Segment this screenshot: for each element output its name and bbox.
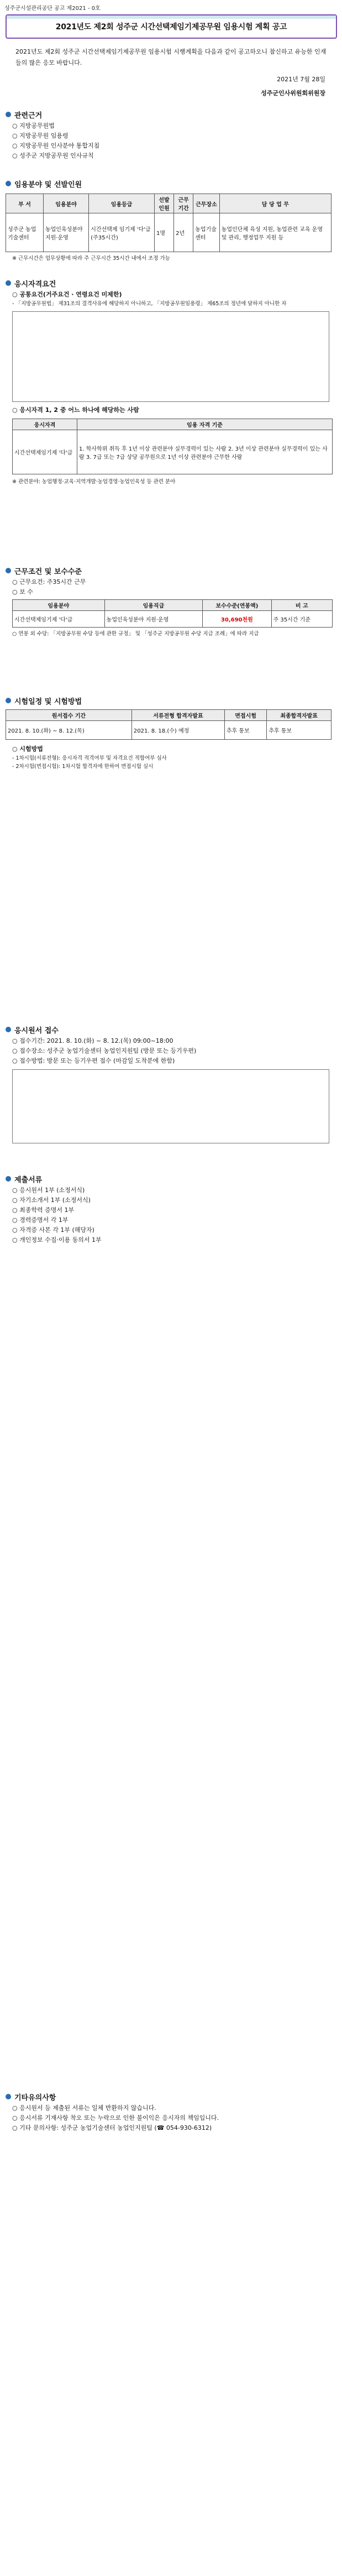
table-cell: 1명 — [154, 213, 173, 252]
conditions-note: ○ 연봉 외 수당: 「지방공무원 수당 등에 관한 규정」 및 「성주군 지방공무원 수당 지급 조례」에 따라 지급 — [12, 631, 259, 637]
qual-related-note: ※ 관련분야: 농업행정·교육·지역개발·농업경영·농업인육성 등 관련 분야 — [12, 479, 176, 485]
application-line: ○ 접수기간: 2021. 8. 10.(화) ~ 8. 12.(목) 09:00~18:00 — [12, 1037, 173, 1044]
intro-text: 2021년도 제2회 성주군 시간선택제임기제공무원 임용시험 시행계획을 다음과 같이 공고하오니 참신하고 유능한 인재들의 많은 응모 바랍니다. — [15, 48, 327, 66]
table-cell: 농업인육성분야 지원·운영 — [43, 213, 88, 252]
conditions-line: ○ 보 수 — [12, 588, 33, 595]
schedule-table — [6, 709, 332, 740]
salary-table — [12, 599, 333, 628]
application-line: ○ 접수장소: 성주군 농업기술센터 농업인지원팀 (방문 또는 등기우편) — [12, 1047, 197, 1054]
section-positions — [6, 177, 336, 263]
title-text: 2021년도 제2회 성주군 시간선택제임기제공무원 임용시험 계획 공고 — [55, 23, 287, 32]
table-header: 임용직급 — [104, 600, 203, 611]
table-row — [6, 721, 332, 740]
method-title: ○ 시험방법 — [12, 745, 43, 753]
table-header: 임용 자격 기준 — [77, 419, 333, 430]
section-qualification — [6, 276, 336, 486]
conditions-line: ○ 근무요건: 주35시간 근무 — [12, 578, 86, 586]
section-basis — [6, 108, 336, 161]
section-title: 응시자격요건 — [14, 280, 56, 289]
table-header-row — [13, 419, 333, 430]
section-bullet-icon — [6, 112, 11, 117]
other-item: ○ 기타 문의사항: 성주군 농업기술센터 농업인지원팀 (☎ 054-930-6312) — [12, 2124, 212, 2131]
table-cell: 30,690천원 — [203, 611, 271, 628]
table-cell: 2021. 8. 18.(수) 예정 — [131, 721, 224, 740]
document-item: ○ 개인정보 수집·이용 동의서 1부 — [12, 1236, 102, 1243]
method-line: - 1차시험(서류전형): 응시자격 적격여부 및 자격요건 적합여부 심사 — [12, 755, 167, 761]
section-bullet-icon — [6, 1027, 11, 1032]
table-header: 임용등급 — [89, 194, 155, 213]
table-cell: 농업인육성분야 지원·운영 — [104, 611, 203, 628]
table-header: 담 당 업 무 — [219, 194, 331, 213]
document-item: ○ 자기소개서 1부 (소정서식) — [12, 1196, 91, 1204]
document-item: ○ 경력증명서 각 1부 — [12, 1216, 69, 1224]
section-title: 응시원서 접수 — [14, 1026, 59, 1035]
section-title: 시험일정 및 시험방법 — [14, 697, 82, 706]
table-row — [6, 213, 332, 252]
application-line: ○ 접수방법: 방문 또는 등기우편 접수 (마감일 도착분에 한함) — [12, 1057, 175, 1064]
section-bullet-icon — [6, 181, 11, 186]
table-cell: 주 35시간 기준 — [271, 611, 332, 628]
table-header: 선발인원 — [154, 194, 173, 213]
other-item: ○ 응시서류 기재사항 착오 또는 누락으로 인한 불이익은 응시자의 책임입니다. — [12, 2114, 219, 2122]
table-cell: 농업기술센터 — [193, 213, 219, 252]
table-header: 근무장소 — [193, 194, 219, 213]
qual-sub-title: ○ 공통요건(거주요건 · 연령요건 미제한) — [12, 291, 122, 298]
section-title: 임용분야 및 선발인원 — [14, 180, 82, 189]
other-item: ○ 응시원서 등 제출된 서류는 일체 반환하지 않습니다. — [12, 2104, 156, 2112]
section-title: 관련근거 — [14, 111, 43, 120]
section-title: 근무조건 및 보수수준 — [14, 567, 82, 576]
table-header-row — [13, 600, 333, 611]
notice-date: 2021년 7월 28일 — [277, 76, 325, 83]
section-bullet-icon — [6, 698, 11, 703]
section-conditions — [6, 564, 336, 638]
table-header: 근무기간 — [174, 194, 193, 213]
table-cell: 2년 — [174, 213, 193, 252]
table-cell: 1. 학사학위 취득 후 1년 이상 관련분야 실무경력이 있는 사람 2. 3년 이상 관련분야 실무경력이 있는 사람 3. 7급 또는 7급 상당 공무원으로 1년 이상 관련분야 근무한 사람 — [77, 430, 333, 474]
basis-item: ○ 지방공무원법 — [12, 122, 55, 129]
table-header: 서류전형 합격자발표 — [131, 710, 224, 721]
section-schedule — [6, 694, 336, 771]
section-application — [6, 1023, 336, 1147]
table-header-row — [6, 710, 332, 721]
table-header: 응시자격 — [13, 419, 77, 430]
table-row — [13, 430, 333, 474]
table-cell: 시간선택제임기제 '다'급 — [13, 430, 77, 474]
section-other — [6, 2090, 336, 2133]
table-row — [13, 611, 333, 628]
basis-item: ○ 지방공무원 임용령 — [12, 132, 69, 139]
table-header-row — [6, 194, 332, 213]
section-title: 제출서류 — [14, 1175, 43, 1184]
table-cell: 추후 통보 — [267, 721, 332, 740]
table-cell: 추후 통보 — [224, 721, 266, 740]
table-header: 비 고 — [271, 600, 332, 611]
qual-sub-text: - 「지방공무원법」 제31조의 결격사유에 해당하지 아니하고, 「지방공무원임용령」 제65조의 정년에 달하지 아니한 자 — [12, 301, 287, 307]
table-cell: 시간선택제 임기제 '다'급 (주35시간) — [89, 213, 155, 252]
section-bullet-icon — [6, 2094, 11, 2099]
document-item: ○ 최종학력 증명서 1부 — [12, 1206, 75, 1214]
section-bullet-icon — [6, 280, 11, 286]
table-header: 임용분야 — [43, 194, 88, 213]
positions-note: ※ 근무시간은 업무상황에 따라 주 근무시간 35시간 내에서 조정 가능 — [12, 255, 170, 262]
table-cell: 성주군 농업기술센터 — [6, 213, 44, 252]
table-cell: 2021. 8. 10.(화) ~ 8. 12.(목) — [6, 721, 132, 740]
basis-item: ○ 성주군 지방공무원 인사규칙 — [12, 152, 94, 159]
table-header: 원서접수 기간 — [6, 710, 132, 721]
basis-item: ○ 지방공무원 인사분야 통합지침 — [12, 142, 100, 149]
section-bullet-icon — [6, 1176, 11, 1182]
section-title: 기타유의사항 — [14, 2093, 56, 2102]
table-header: 최종합격자발표 — [267, 710, 332, 721]
section-bullet-icon — [6, 568, 11, 573]
page-title — [6, 14, 337, 39]
disqualification-box — [12, 311, 329, 402]
table-header: 부 서 — [6, 194, 44, 213]
positions-table — [6, 194, 332, 252]
qualification-table — [12, 419, 333, 474]
table-header: 임용분야 — [13, 600, 105, 611]
document-item: ○ 응시원서 1부 (소정서식) — [12, 1187, 85, 1194]
document-number: 성주군시설관리공단 공고 제2021 - 0호 — [4, 6, 101, 12]
qual-sub-title: ○ 응시자격 1, 2 중 어느 하나에 해당하는 사람 — [12, 406, 139, 414]
table-header: 면접시험 — [224, 710, 266, 721]
application-warning-box — [12, 1069, 329, 1143]
section-documents — [6, 1172, 336, 1245]
document-item: ○ 자격증 사본 각 1부 (해당자) — [12, 1226, 94, 1234]
table-header: 보수수준(연봉액) — [203, 600, 271, 611]
table-cell: 시간선택제임기제 '다'급 — [13, 611, 105, 628]
issuing-org: 성주군인사위원회위원장 — [261, 90, 325, 97]
method-line: - 2차시험(면접시험): 1차시험 합격자에 한하여 면접시험 실시 — [12, 764, 154, 770]
table-cell: 농업인단체 육성 지원, 농업관련 교육 운영 및 관리, 행정업무 지원 등 — [219, 213, 331, 252]
